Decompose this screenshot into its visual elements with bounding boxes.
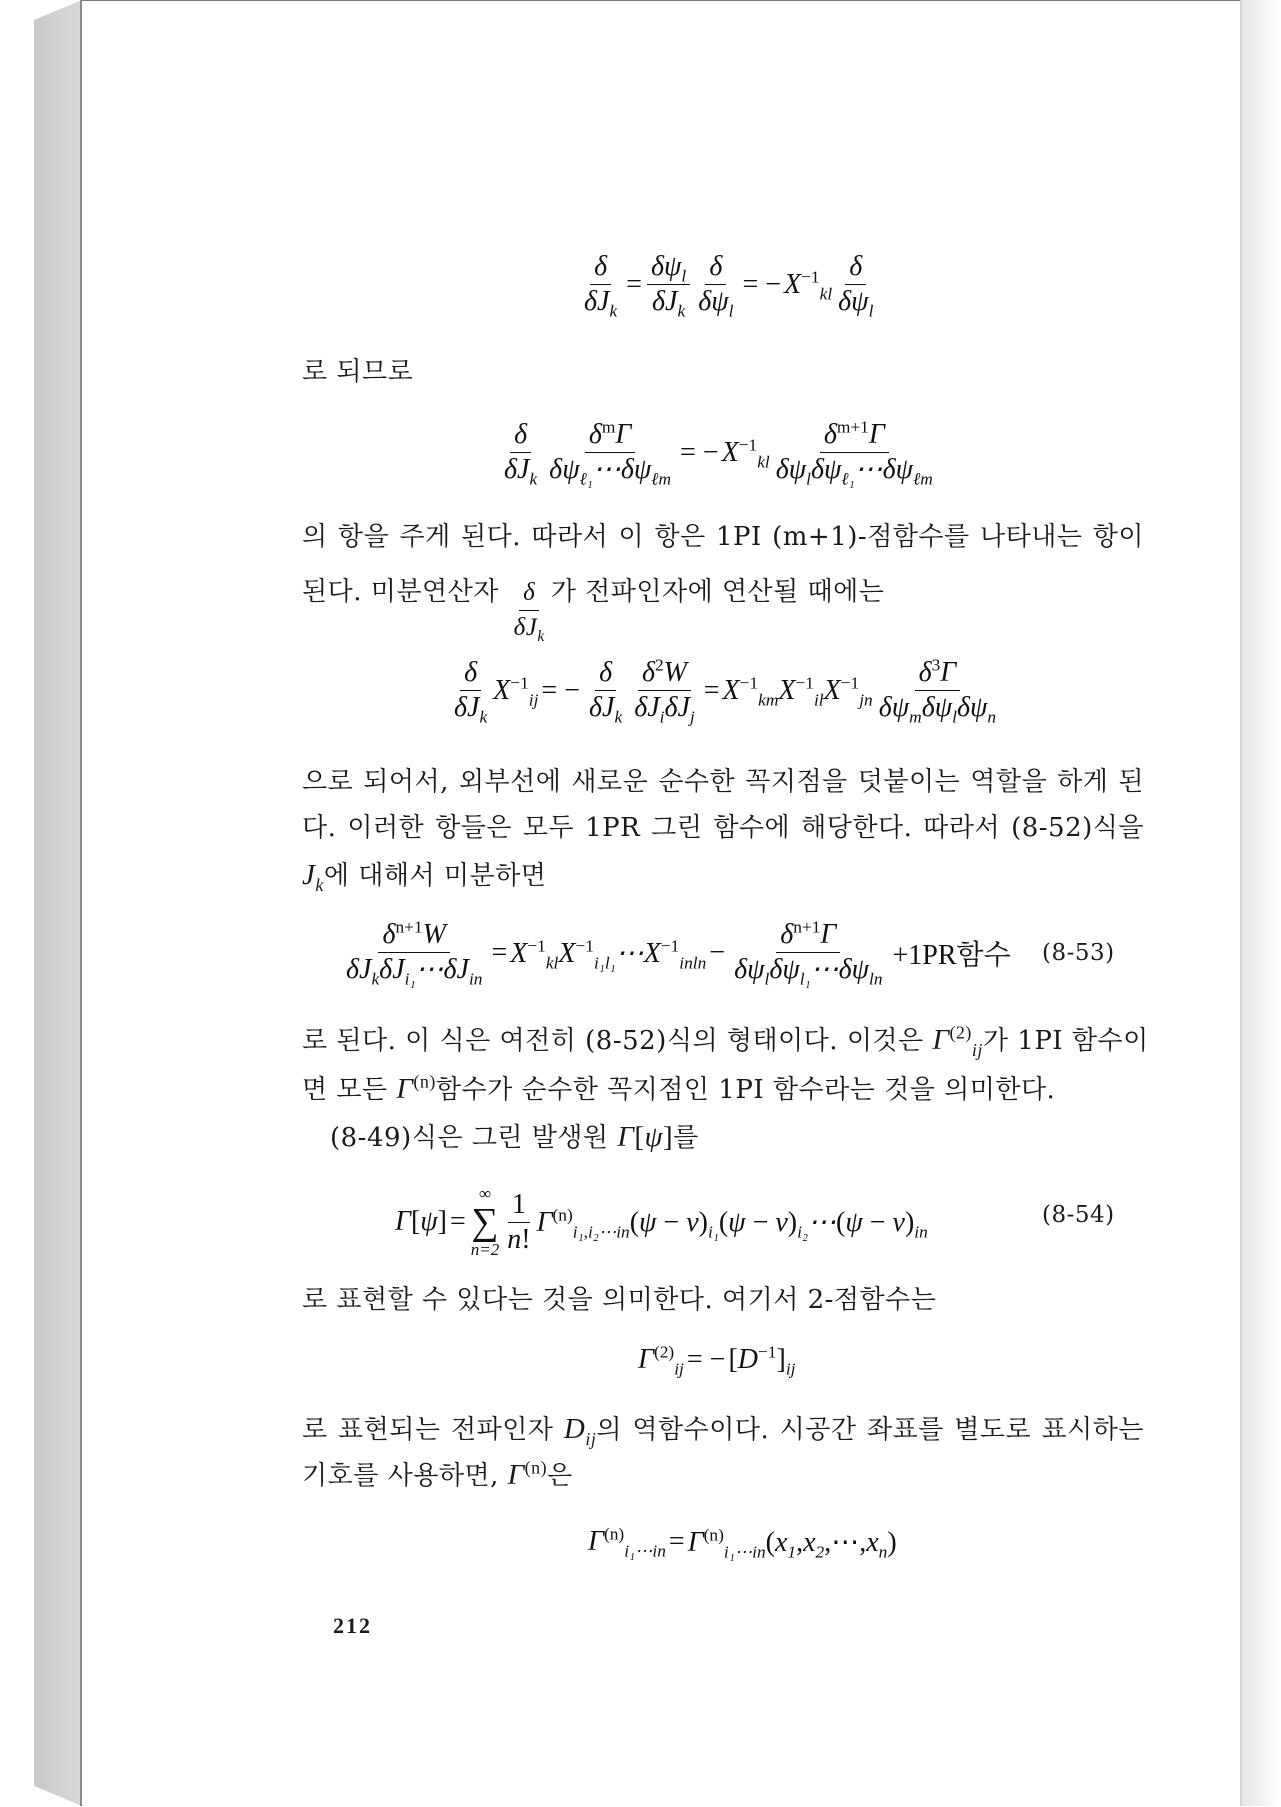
equation-5: Γ[ψ] = ∞ ∑ n=2 $\frac{1}{n!}$ $\Gamma^{(n)}_{i_1,i_2\cdots in}(\psi - v)_{i_1}(\psi$ − $v)_{i_2}\cdots(\psi - v)_{in}$	[395, 1184, 928, 1259]
text-line-8-start: 면 모든	[302, 1075, 397, 1105]
equation-2: $\frac{\delta}{\delta J_k}$ $\frac{\delta^m\Gamma}{\delta\psi_{\ell_1}\cdots\delta\psi_{\ell m}}$ = − $X^{-1}_{kl}$ $\frac{\delta^{m+1}\Gamma}{\delta\psi_l\delta\psi_{\ell_1}\cdots\delta\psi_{\ell m}}$	[504, 417, 933, 489]
text-line-10: 로 표현할 수 있다는 것을 의미한다. 여기서 2-점함수는	[302, 1285, 937, 1315]
text-line-9-end: 를	[673, 1123, 699, 1153]
symbol-gamma-psi: Γ[ψ]	[617, 1121, 674, 1153]
one-pr-function: +1PR함수	[892, 939, 1011, 971]
text-line-11-start: 로 표현되는 전파인자	[302, 1415, 564, 1445]
symbol-d-ij: $D_{ij}$	[563, 1413, 597, 1449]
symbol-gamma-n-2: $\Gamma^{(n)}$	[507, 1457, 548, 1491]
text-line-3-start: 된다. 미분연산자	[302, 577, 508, 607]
book-spine	[0, 0, 82, 1806]
symbol-gamma-n: $\Gamma^{(n)}$	[396, 1071, 436, 1105]
text-line-9-start: (8-49)식은 그린 발생원	[330, 1123, 618, 1153]
text-line-12-start: 기호를 사용하면,	[302, 1461, 508, 1491]
symbol-jk: $J_k$	[302, 859, 324, 895]
text-line-3-end: 가 전파인자에 연산될 때에는	[550, 577, 885, 607]
text-line-11	[302, 1412, 1144, 1447]
equation-6: $\Gamma^{(2)}_{ij}$ = − $[D^{-1}]_{ij}$	[638, 1342, 796, 1379]
derivative-operator: $\frac{\delta}{\delta J_k}$	[513, 579, 545, 645]
text-line-7	[302, 1022, 1149, 1060]
text-line-5: 다. 이러한 항들은 모두 1PR 그린 함수에 해당한다. 따라서 (8-52)식을	[302, 813, 1144, 843]
equation-number-8-53: (8-53)	[1042, 940, 1115, 966]
equation-4: $\frac{\delta^{n+1}W}{\delta J_k\delta J_{i_1}\cdots\delta J_{in}}$ = $X^{-1}_{kl}X^{-1}_{i_1l_1}\cdots X^{-1}_{inln}$ − $\frac{\delta^{n+1}\Gamma}{\delta\psi_l\delta\psi_{l_1}\cdots\delta\psi_{ln}}$ +1PR함수	[346, 917, 1011, 989]
text-line-7-start: 로 된다. 이 식은 여전히 (8-52)식의 형태이다. 이것은	[302, 1026, 933, 1056]
text-line-8	[302, 1072, 1144, 1107]
text-line-4: 으로 되어서, 외부선에 새로운 순수한 꼭지점을 덧붙이는 역할을 하게 된	[302, 767, 1144, 797]
equation-number-8-54: (8-54)	[1042, 1202, 1115, 1228]
page-shadow	[1242, 0, 1281, 1806]
text-line-11-end: 의 역함수이다. 시공간 좌표를 별도로 표시하는	[596, 1415, 1144, 1445]
text-line-3	[302, 575, 1144, 645]
equation-7: $\Gamma^{(n)}_{i_1\cdots in}$ = $\Gamma^{(n)}_{i_1\cdots in}(x_1,x_2,\cdots,x_n)$	[588, 1524, 897, 1562]
text-line-9	[330, 1120, 1172, 1155]
text-line-8-end: 함수가 순수한 꼭지점인 1PI 함수라는 것을 의미한다.	[435, 1075, 1056, 1105]
text-line-6-end: 에 대해서 미분하면	[323, 861, 547, 891]
page-number: 212	[333, 1613, 372, 1638]
equation-3: $\frac{\delta}{\delta J_k}$ $X^{-1}_{ij}$ = − $\frac{\delta}{\delta J_k}$ $\frac{\delta^2W}{\delta J_i\delta J_j}$ = $X^{-1}_{km}X^{-1}_{il}X^{-1}_{jn}$ $\frac{\delta^3\Gamma}{\delta\psi_m\delta\psi_l\delta\psi_n}$	[454, 655, 997, 727]
text-line-6	[302, 858, 1144, 893]
text-line-12	[302, 1458, 1144, 1493]
equation-1: $\frac{\delta}{\delta J_k}$ = $\frac{\delta\psi_l}{\delta J_k}$ $\frac{\delta}{\delta\psi_l}$ = − $X^{-1}_{kl}$ $\frac{\delta}{\delta\psi_l}$	[584, 251, 874, 321]
text-line-7-end: 가 1PI 함수이	[982, 1026, 1149, 1056]
symbol-gamma-2-ij: $\Gamma^{(2)}_{ij}$	[932, 1022, 983, 1060]
text-line-12-end: 은	[547, 1461, 573, 1491]
text-line-1: 로 되므로	[302, 357, 414, 387]
text-line-2: 의 항을 주게 된다. 따라서 이 항은 1PI (m+1)-점함수를 나타내는 항이	[302, 522, 1144, 552]
